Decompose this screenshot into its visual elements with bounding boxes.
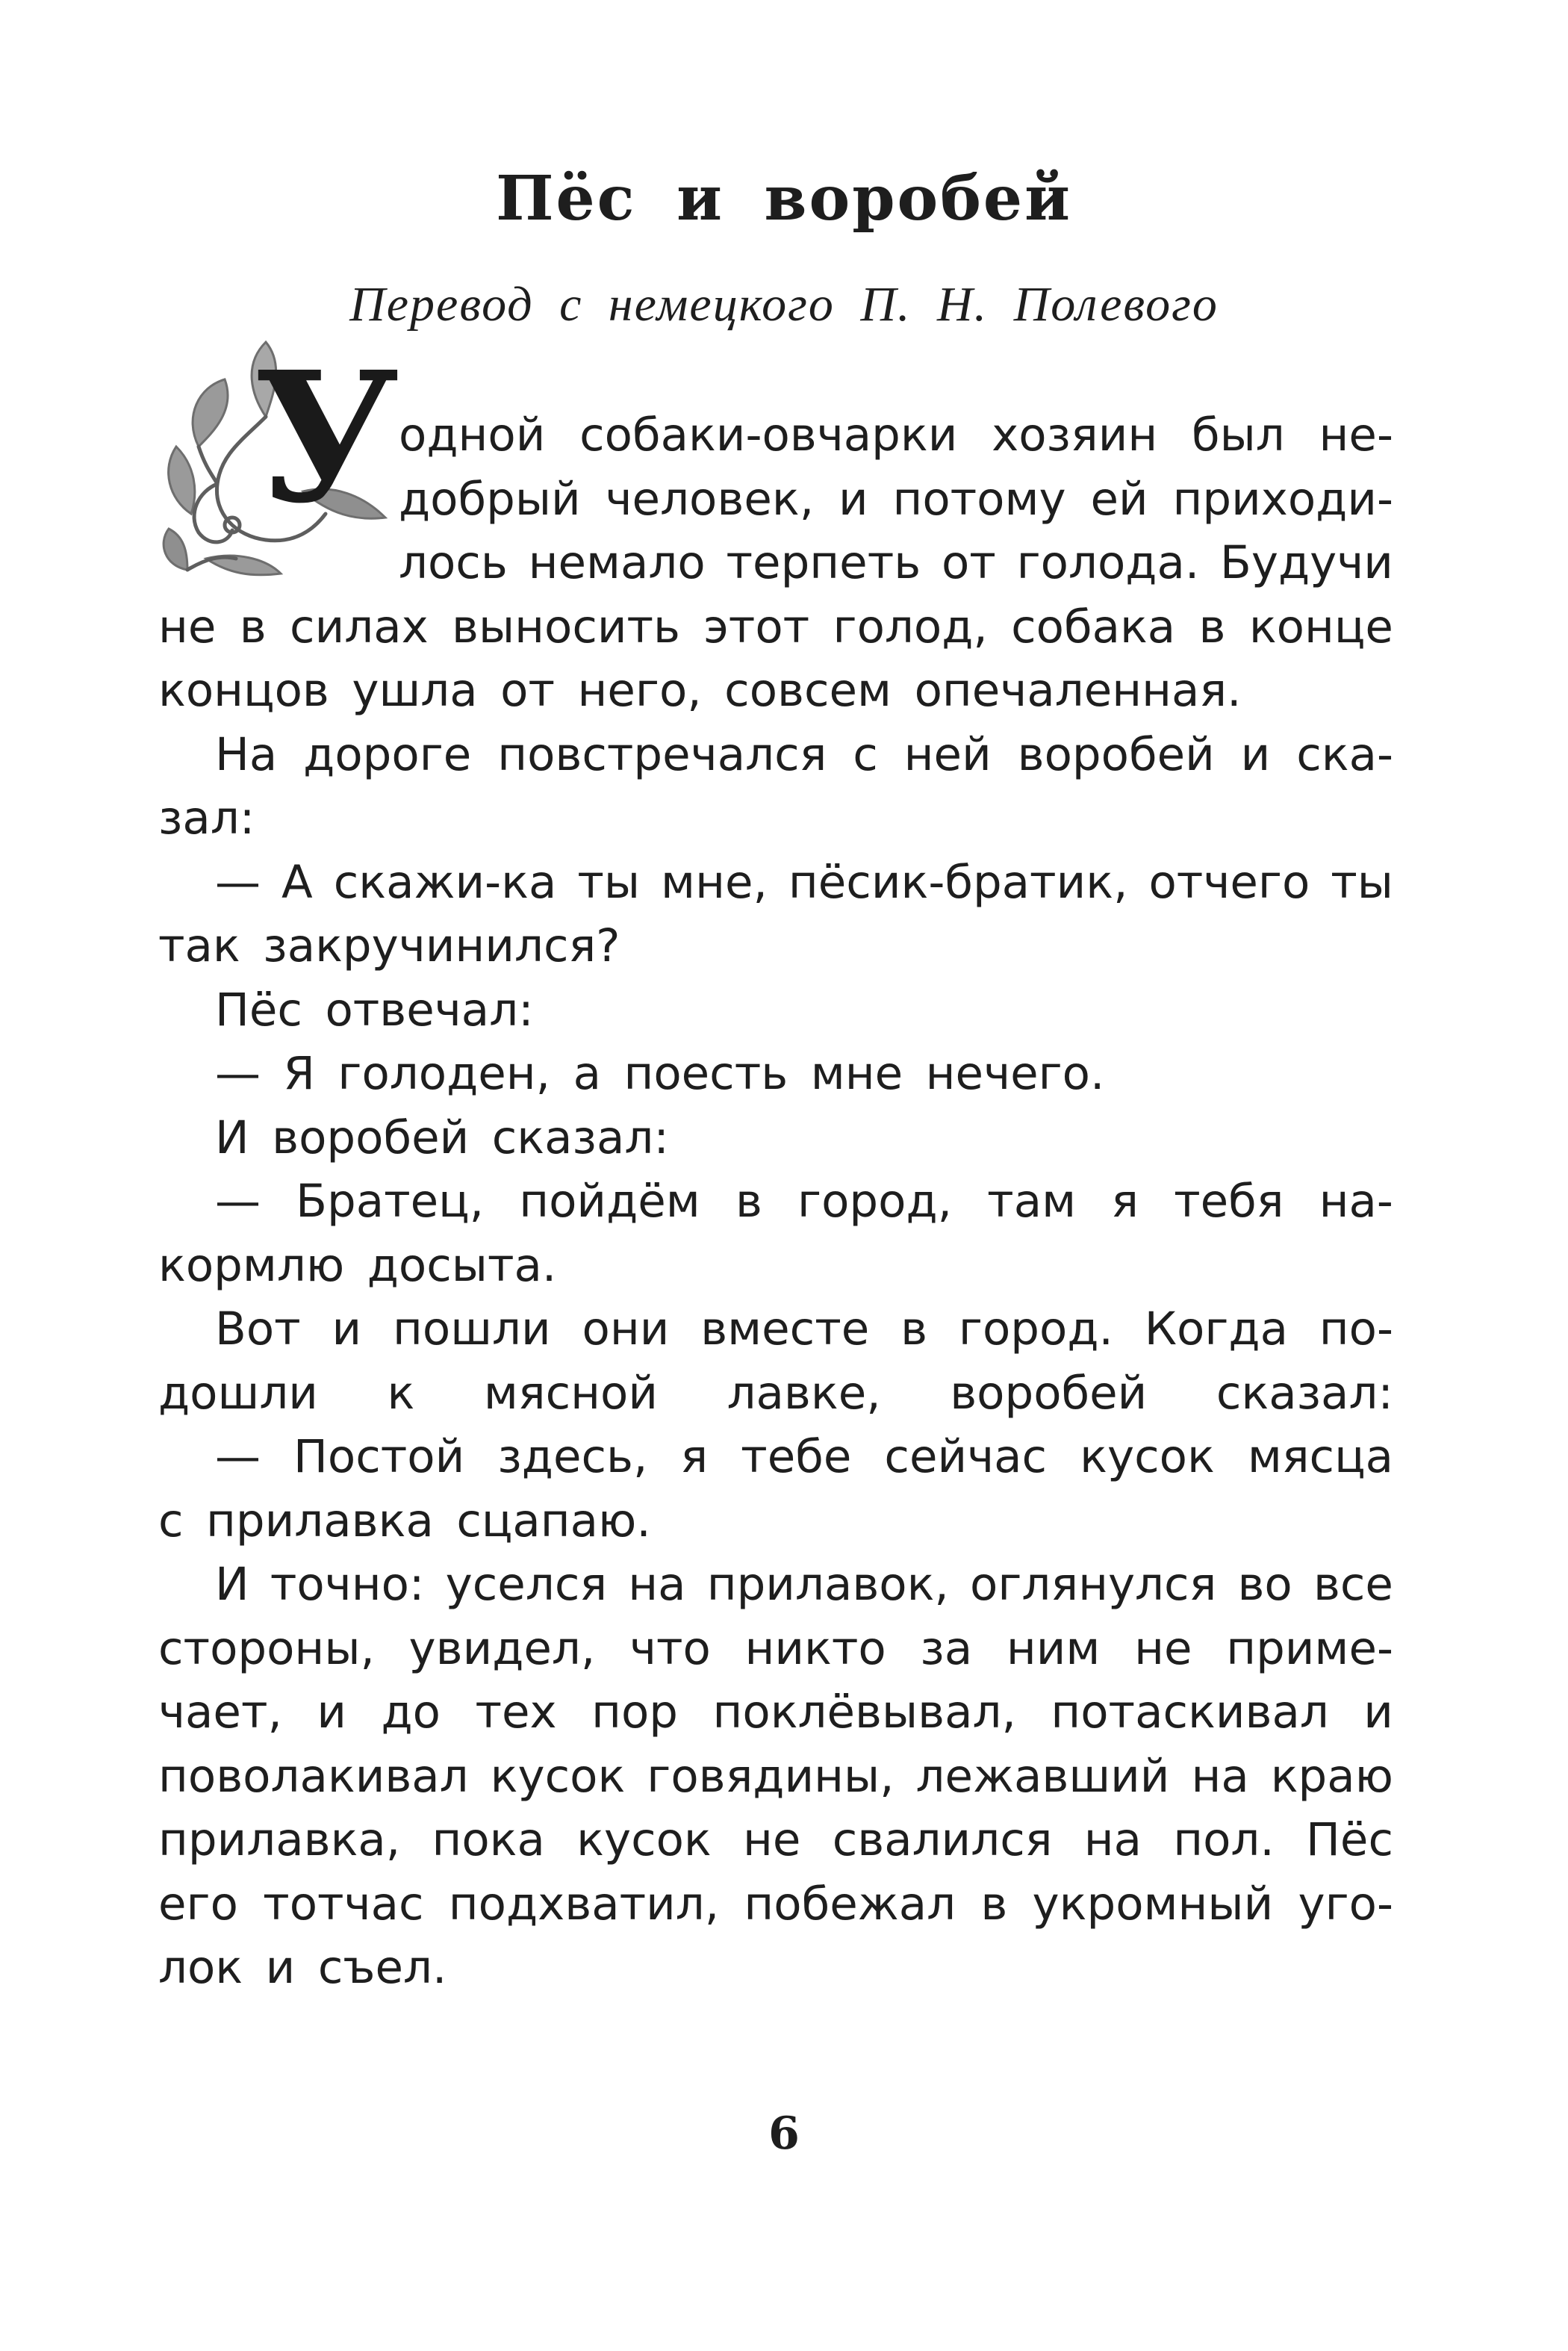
word: вместе (700, 1302, 870, 1355)
word: чает, (158, 1686, 282, 1739)
word: там (987, 1175, 1077, 1228)
word: от (941, 536, 996, 589)
text-line (158, 1745, 1393, 1809)
word: ним (1006, 1621, 1101, 1675)
word: дороге (303, 727, 472, 781)
word: Постой (293, 1430, 465, 1483)
word: дошли (158, 1366, 318, 1420)
word: Будучи (1220, 536, 1393, 589)
word: лавке, (727, 1366, 881, 1420)
word: ей (1090, 472, 1148, 526)
word: него, (577, 664, 702, 717)
word: голоден, (337, 1047, 551, 1100)
word: до (381, 1686, 441, 1739)
text-line (158, 1808, 1393, 1872)
word: мне, (661, 855, 768, 909)
word: говядины, (647, 1749, 895, 1803)
word: — (215, 1430, 261, 1483)
word: потаскивал (1051, 1686, 1329, 1739)
text-line (158, 1170, 1393, 1234)
word: отвечал: (325, 983, 534, 1037)
word: сцапаю. (456, 1494, 651, 1547)
text-line (158, 786, 1393, 851)
word: в (980, 1877, 1008, 1931)
text-line (158, 1106, 1393, 1170)
word: и (265, 1941, 296, 1994)
word: и (332, 1302, 362, 1355)
word: мясной (483, 1366, 659, 1420)
word: к (387, 1366, 415, 1420)
word: отчего (1148, 855, 1310, 909)
word: мне (810, 1047, 903, 1100)
word: сказал: (491, 1111, 669, 1164)
word: Пёс (215, 983, 302, 1037)
word: по- (1319, 1302, 1393, 1355)
word: сейчас (884, 1430, 1048, 1483)
word: одной (399, 409, 546, 462)
word: не (158, 600, 217, 653)
word: голод, (833, 600, 988, 653)
text-line (158, 1553, 1393, 1617)
text-line (158, 1042, 1393, 1106)
word: на (1083, 1813, 1142, 1866)
drop-cap-letter: У (254, 332, 399, 543)
word: был (1191, 409, 1285, 462)
word: здесь, (497, 1430, 648, 1483)
word: повстречался (497, 727, 827, 781)
text-line (158, 468, 1393, 532)
word: побежал (744, 1877, 956, 1931)
word: я (680, 1430, 709, 1483)
word: силах (290, 600, 429, 653)
word: ней (903, 727, 992, 781)
text-line (158, 1489, 1393, 1553)
text-line (158, 1872, 1393, 1937)
text-line (158, 1425, 1393, 1489)
word: тех (475, 1686, 557, 1739)
text-line (158, 1361, 1393, 1426)
word: выносить (452, 600, 680, 653)
text-line (158, 723, 1393, 787)
word: Я (283, 1047, 315, 1100)
word: терпеть (726, 536, 921, 589)
word: — (215, 1047, 261, 1100)
word: кусок (576, 1813, 712, 1866)
word: лось (399, 536, 508, 589)
word: и (838, 472, 868, 526)
word: от (500, 664, 555, 717)
word: они (582, 1302, 670, 1355)
word: воробей (1017, 727, 1215, 781)
word: оглянулся (970, 1558, 1217, 1611)
word: город. (958, 1302, 1113, 1355)
word: за (920, 1621, 973, 1675)
word: мясца (1247, 1430, 1393, 1483)
text-line (158, 1936, 1393, 2000)
word: немало (528, 536, 706, 589)
text-line (158, 1617, 1393, 1681)
word: на (628, 1558, 686, 1611)
word: голода. (1016, 536, 1200, 589)
word: ска- (1296, 727, 1393, 781)
word: стороны, (158, 1621, 375, 1675)
word: ты (577, 855, 641, 909)
word: подхватил, (448, 1877, 720, 1931)
word: потому (892, 472, 1066, 526)
text-line (158, 531, 1393, 595)
word: — (215, 1175, 261, 1228)
story-text (158, 403, 1393, 2000)
word: Пёс (1306, 1813, 1393, 1866)
word: я (1111, 1175, 1139, 1228)
word: ушла (352, 664, 478, 717)
word: с (853, 727, 878, 781)
word: Братец, (296, 1175, 485, 1228)
word: его (158, 1877, 238, 1931)
word: приходи- (1172, 472, 1393, 526)
word: все (1313, 1558, 1393, 1611)
word: сказал: (1216, 1366, 1393, 1420)
word: прилавка (206, 1494, 434, 1547)
word: этот (703, 600, 810, 653)
word: лежавший (915, 1749, 1170, 1803)
word: лок (158, 1941, 243, 1994)
word: Когда (1144, 1302, 1288, 1355)
word: что (629, 1621, 711, 1675)
word: пойдём (519, 1175, 700, 1228)
word: город, (797, 1175, 953, 1228)
word: И (215, 1111, 249, 1164)
word: свалился (832, 1813, 1053, 1866)
word: во (1237, 1558, 1292, 1611)
word: нечего. (925, 1047, 1105, 1100)
word: не (743, 1813, 801, 1866)
word: Вот (215, 1302, 301, 1355)
word: прилавка, (158, 1813, 401, 1866)
word: пёсик-братик, (788, 855, 1128, 909)
word: на- (1319, 1175, 1393, 1228)
word: и (1240, 727, 1271, 781)
word: с (158, 1494, 184, 1547)
word: тотчас (263, 1877, 424, 1931)
word: и (1363, 1686, 1393, 1739)
word: тебя (1174, 1175, 1284, 1228)
word: концов (158, 664, 329, 717)
word: досыта. (367, 1238, 557, 1292)
story-title: Пёс и воробей (496, 163, 1072, 235)
word: воробей (950, 1366, 1148, 1420)
word: пошли (393, 1302, 551, 1355)
text-line (158, 914, 1393, 978)
word: собаки-овчарки (579, 409, 958, 462)
word: укромный (1032, 1877, 1274, 1931)
word: увидел, (408, 1621, 596, 1675)
page-number: 6 (768, 2108, 800, 2160)
word: закручинился? (263, 919, 620, 972)
word: кормлю (158, 1238, 345, 1292)
word: На (215, 727, 278, 781)
word: кусок (1080, 1430, 1215, 1483)
translator-credit: Перевод с немецкого П. Н. Полевого (349, 277, 1219, 332)
word: человек, (605, 472, 815, 526)
word: на (1191, 1749, 1249, 1803)
word: пол. (1173, 1813, 1275, 1866)
text-line (158, 595, 1393, 659)
word: — (215, 855, 261, 909)
word: воробей (272, 1111, 470, 1164)
text-line (158, 1234, 1393, 1298)
text-line (158, 1297, 1393, 1361)
word: ты (1331, 855, 1393, 909)
word: съел. (317, 1941, 447, 1994)
word: а (573, 1047, 601, 1100)
word: добрый (399, 472, 581, 526)
word: зал: (158, 792, 255, 845)
word: собака (1011, 600, 1176, 653)
word: тебе (741, 1430, 852, 1483)
word: пока (432, 1813, 545, 1866)
word: поесть (623, 1047, 788, 1100)
word: никто (744, 1621, 886, 1675)
word: скажи-ка (333, 855, 557, 909)
word: совсем (724, 664, 892, 717)
word: в (735, 1175, 762, 1228)
word: не- (1319, 409, 1393, 462)
word: уселся (445, 1558, 608, 1611)
text-line (158, 851, 1393, 915)
word: и (317, 1686, 346, 1739)
word: в (900, 1302, 928, 1355)
word: конце (1248, 600, 1393, 653)
word: приме- (1226, 1621, 1393, 1675)
word: точно: (270, 1558, 425, 1611)
word: опечаленная. (914, 664, 1242, 717)
word: пор (591, 1686, 679, 1739)
text-line (158, 659, 1393, 723)
word: поклёвывал, (712, 1686, 1016, 1739)
text-line (158, 1680, 1393, 1745)
word: уго- (1298, 1877, 1393, 1931)
word: кусок (490, 1749, 626, 1803)
word: не (1134, 1621, 1192, 1675)
word: в (1198, 600, 1226, 653)
text-line (158, 978, 1393, 1043)
text-line (158, 403, 1393, 468)
word: хозяин (992, 409, 1158, 462)
word: прилавок, (706, 1558, 949, 1611)
word: так (158, 919, 240, 972)
word: краю (1270, 1749, 1393, 1803)
word: А (281, 855, 313, 909)
word: И (215, 1558, 249, 1611)
word: в (239, 600, 267, 653)
word: поволакивал (158, 1749, 469, 1803)
